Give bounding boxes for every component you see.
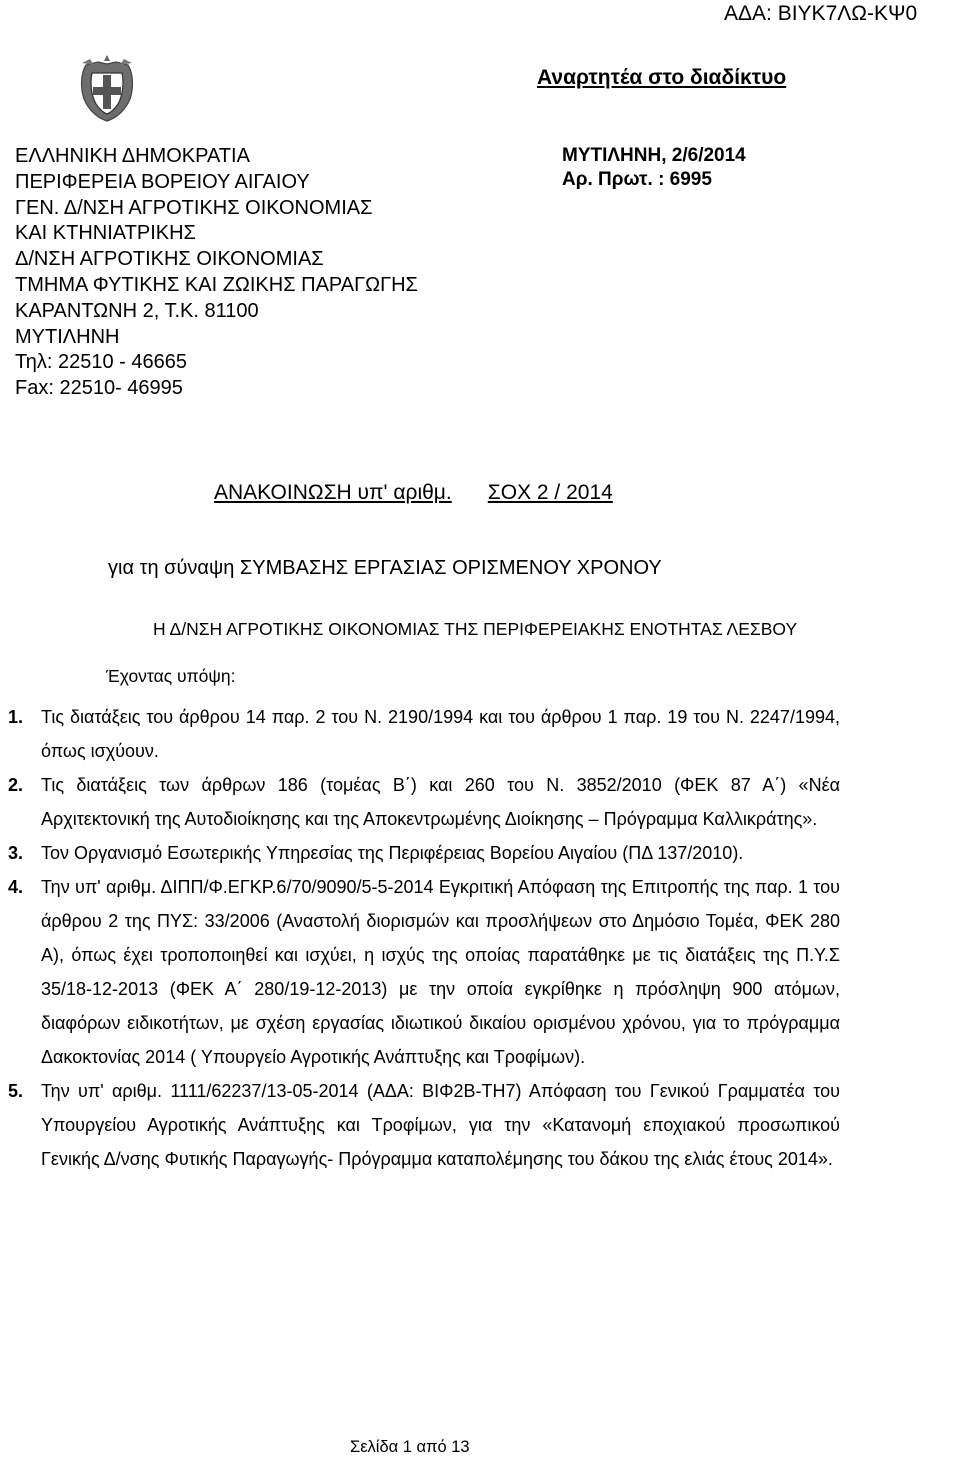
list-item bbox=[8, 768, 840, 836]
item-number: 1. bbox=[8, 707, 24, 727]
authority-line: ΓΕΝ. Δ/ΝΣΗ ΑΓΡΟΤΙΚΗΣ ΟΙΚΟΝΟΜΙΑΣ bbox=[15, 196, 373, 219]
considerations-list bbox=[8, 700, 840, 1176]
announcement-label: ΑΝΑΚΟΙΝΩΣΗ υπ' αριθμ. bbox=[214, 481, 452, 504]
item-text: Τις διατάξεις των άρθρων 186 (τομέας Β΄) και 260 του Ν. 3852/2010 (ΦΕΚ 87 Α΄) «Νέα Αρχιτεκτονική της Αυτοδιοίκησης και της Αποκεντρωμένης Διοίκησης – Πρόγραμμα Καλλικράτης». bbox=[41, 775, 840, 829]
item-number: 2. bbox=[8, 775, 24, 795]
list-item bbox=[8, 1074, 840, 1176]
authority-line: ΠΕΡΙΦΕΡΕΙΑ ΒΟΡΕΙΟΥ ΑΙΓΑΙΟΥ bbox=[15, 170, 310, 193]
announcement-subject: για τη σύναψη ΣΥΜΒΑΣΗΣ ΕΡΓΑΣΙΑΣ ΟΡΙΣΜΕΝΟΥ ΧΡΟΝΟΥ bbox=[108, 557, 662, 579]
authority-line: ΤΜΗΜΑ ΦΥΤΙΚΗΣ ΚΑΙ ΖΩΙΚΗΣ ΠΑΡΑΓΩΓΗΣ bbox=[15, 273, 418, 296]
greek-coat-of-arms-emblem bbox=[76, 53, 138, 123]
protocol-number: Αρ. Πρωτ. : 6995 bbox=[562, 169, 712, 190]
announcement-number: ΣΟΧ 2 / 2014 bbox=[487, 481, 613, 504]
authority-line: Δ/ΝΣΗ ΑΓΡΟΤΙΚΗΣ ΟΙΚΟΝΟΜΙΑΣ bbox=[15, 248, 324, 271]
item-text: Τις διατάξεις του άρθρου 14 παρ. 2 του Ν. 2190/1994 και του άρθρου 1 παρ. 19 του Ν. 2247/1994, όπως ισχύουν. bbox=[41, 707, 840, 761]
posting-note: Αναρτητέα στο διαδίκτυο bbox=[537, 66, 787, 89]
authority-line: ΕΛΛΗΝΙΚΗ ΔΗΜΟΚΡΑΤΙΑ bbox=[15, 145, 250, 167]
phone-line: Τηλ: 22510 - 46665 bbox=[15, 351, 187, 374]
place-date: ΜΥΤΙΛΗΝΗ, 2/6/2014 bbox=[562, 145, 746, 166]
item-text: Τον Οργανισμό Εσωτερικής Υπηρεσίας της Περιφέρειας Βορείου Αιγαίου (ΠΔ 137/2010). bbox=[41, 843, 744, 863]
list-item bbox=[8, 700, 840, 768]
issuer-line: Η Δ/ΝΣΗ ΑΓΡΟΤΙΚΗΣ ΟΙΚΟΝΟΜΙΑΣ ΤΗΣ ΠΕΡΙΦΕΡΕΙΑΚΗΣ ΕΝΟΤΗΤΑΣ ΛΕΣΒΟΥ bbox=[153, 619, 798, 639]
document-meta bbox=[562, 144, 746, 192]
city-line: ΜΥΤΙΛΗΝΗ bbox=[15, 325, 120, 348]
list-item bbox=[8, 836, 840, 870]
item-text: Την υπ' αριθμ. ΔΙΠΠ/Φ.ΕΓΚΡ.6/70/9090/5-5-2014 Εγκριτική Απόφαση της Επιτροπής της παρ. 1 του άρθρου 2 της ΠΥΣ: 33/2006 (Αναστολή διορισμών και προσλήψεων στο Δημόσιο Τομέα, ΦΕΚ 280 Α), όπως έχει τροποποιηθεί και ισχύει, η ισχύς της οποίας παρατάθηκε με τις διατάξεις της Π.Υ.Σ 35/18-12-2013 (ΦΕΚ Α΄ 280/19-12-2013) με την οποία εγκρίθηκε η πρόσληψη 900 ατόμων, διαφόρων ειδικοτήτων, με σχέση εργασίας ιδιωτικού δικαίου ορισμένου χρόνου, για το πρόγραμμα Δακοκτονίας 2014 ( Υπουργείο Αγροτικής Ανάπτυξης και Τροφίμων). bbox=[41, 877, 840, 1067]
item-number: 3. bbox=[8, 843, 24, 863]
item-number: 5. bbox=[8, 1081, 24, 1101]
fax-line: Fax: 22510- 46995 bbox=[15, 377, 183, 400]
item-number: 4. bbox=[8, 877, 24, 897]
having-in-view-heading: Έχοντας υπόψη: bbox=[106, 666, 236, 686]
ada-code: ΑΔΑ: ΒΙΥΚ7ΛΩ-ΚΨ0 bbox=[724, 2, 918, 25]
item-text: Την υπ' αριθμ. 1111/62237/13-05-2014 (ΑΔΑ: ΒΙΦ2Β-ΤΗ7) Απόφαση του Γενικού Γραμματέα του Υπουργείου Αγροτικής Ανάπτυξης και Τροφίμων, για την «Κατανομή εποχιακού προσωπικού Γενικής Δ/νσης Φυτικής Παραγωγής- Πρόγραμμα καταπολέμησης του δάκου της ελιάς έτους 2014». bbox=[41, 1081, 840, 1169]
page-footer: Σελίδα 1 από 13 bbox=[350, 1438, 470, 1456]
announcement-title bbox=[214, 481, 613, 505]
issuing-authority-block bbox=[15, 144, 418, 402]
authority-line: ΚΑΙ ΚΤΗΝΙΑΤΡΙΚΗΣ bbox=[15, 222, 196, 245]
address-line: ΚΑΡΑΝΤΩΝΗ 2, Τ.Κ. 81100 bbox=[15, 299, 259, 322]
list-item bbox=[8, 870, 840, 1074]
